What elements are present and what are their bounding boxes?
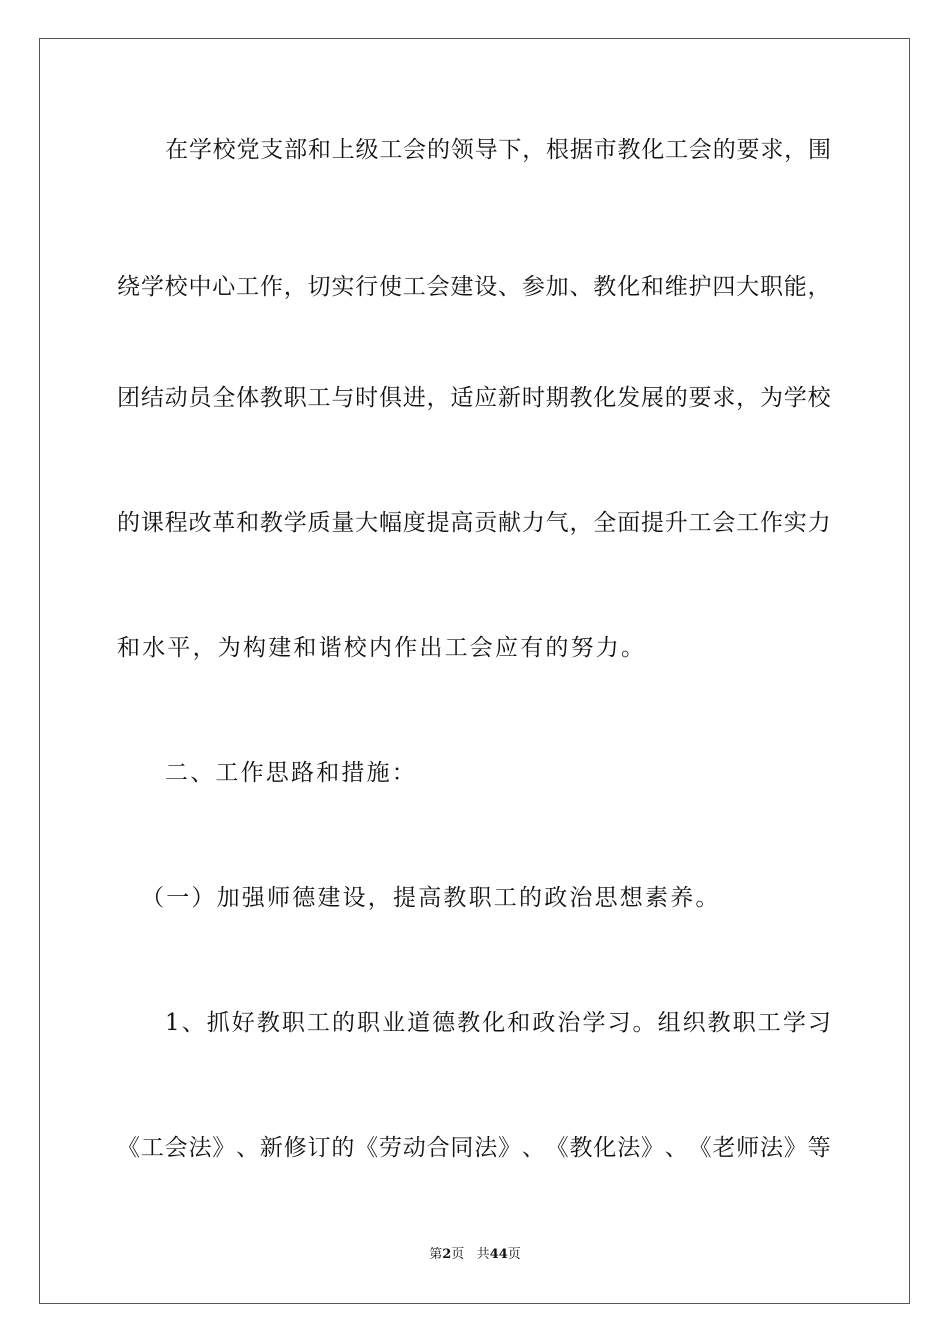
text-line-4: 的 课 程 改 革 和 教 学 质 量 大 幅 度 提 高 贡 献 力 气 ， 全 面 提 升 工 会 工 作 实 力 <box>117 510 831 536</box>
text-line-5: 和水平，为构建和谐校内作出工会应有的努力。 <box>117 635 647 661</box>
section-heading: 二、工作思路和措施： <box>165 760 417 786</box>
text-line-3: 团 结 动 员 全 体 教 职 工 与 时 俱 进 ， 适 应 新 时 期 教 化 发 展 的 要 求 ， 为 学 校 <box>117 385 831 411</box>
subsection-heading: （一）加强师德建设，提高教职工的政治思想素养。 <box>141 885 721 911</box>
text-line-8: 1 、 抓 好 教 职 工 的 职 业 道 德 教 化 和 政 治 学 习 。 组 织 教 职 工 学 习 <box>165 1010 831 1036</box>
text-line-9: 《 工 会 法 》 、 新 修 订 的 《 劳 动 合 同 法 》 、 《 教 化 法 》 、 《 老 师 法 》 等 <box>117 1135 831 1161</box>
page-frame <box>39 38 910 1304</box>
text-line-1: 在 学 校 党 支 部 和 上 级 工 会 的 领 导 下 ， 根 据 市 教 化 工 会 的 要 求 ， 围 <box>165 137 831 163</box>
footer-total-unit: 页 <box>507 1247 521 1262</box>
footer-page-label: 第 <box>429 1247 443 1262</box>
footer-page-unit: 页 <box>451 1247 465 1262</box>
footer-total-pages: 44 <box>489 1247 508 1262</box>
text-line-2: 绕 学 校 中 心 工 作 ， 切 实 行 使 工 会 建 设 、 参 加 、 教 化 和 维 护 四 大 职 能 ， <box>117 274 831 300</box>
page-footer <box>0 1247 950 1263</box>
footer-page-number: 2 <box>442 1247 452 1262</box>
footer-total-label: 共 <box>476 1247 490 1262</box>
